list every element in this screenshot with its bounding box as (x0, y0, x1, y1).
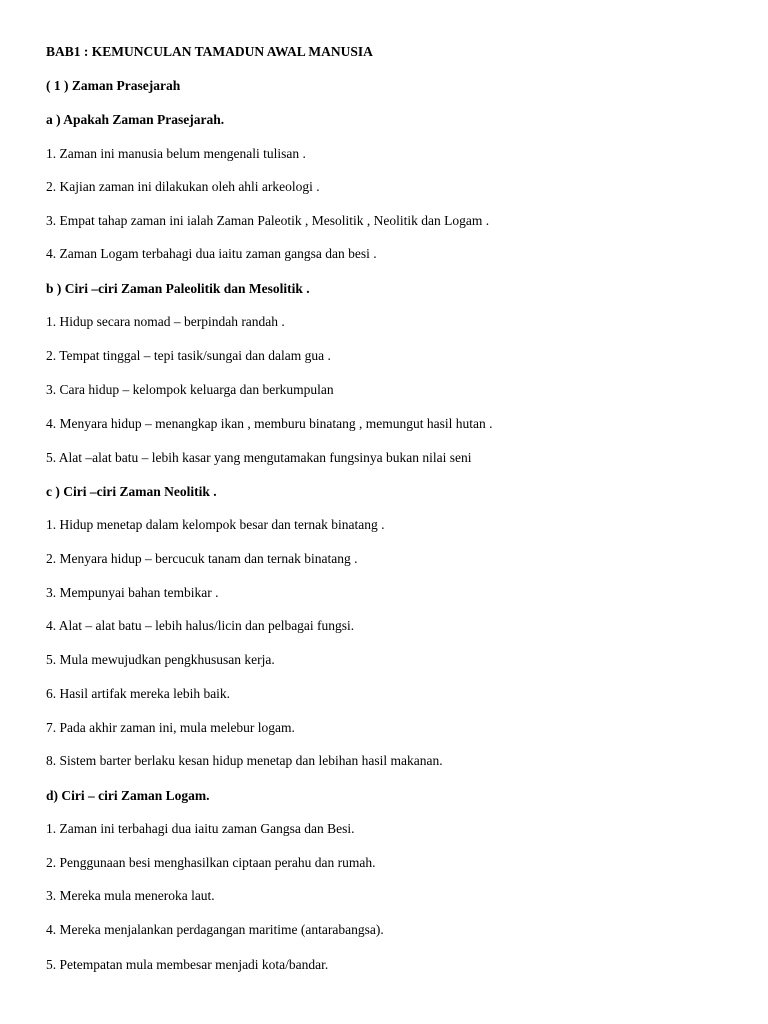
list-item: 5. Alat –alat batu – lebih kasar yang mengutamakan fungsinya bukan nilai seni (46, 450, 472, 465)
list-item: 4. Mereka menjalankan perdagangan maritime (antarabangsa). (46, 922, 384, 937)
document-title: BAB1 : KEMUNCULAN TAMADUN AWAL MANUSIA (46, 44, 373, 59)
list-item: 4. Alat – alat batu – lebih halus/licin dan pelbagai fungsi. (46, 618, 355, 633)
list-item: 3. Mempunyai bahan tembikar . (46, 585, 219, 600)
list-item: 5. Petempatan mula membesar menjadi kota/bandar. (46, 957, 329, 972)
list-item: 8. Sistem barter berlaku kesan hidup menetap dan lebihan hasil makanan. (46, 753, 443, 768)
part-heading: a ) Apakah Zaman Prasejarah. (46, 112, 225, 127)
list-item: 7. Pada akhir zaman ini, mula melebur logam. (46, 720, 295, 735)
list-item: 6. Hasil artifak mereka lebih baik. (46, 686, 231, 701)
part-heading: d) Ciri – ciri Zaman Logam. (46, 788, 210, 803)
list-item: 4. Menyara hidup – menangkap ikan , memburu binatang , memungut hasil hutan . (46, 416, 493, 431)
list-item: 1. Zaman ini terbahagi dua iaitu zaman Gangsa dan Besi. (46, 821, 355, 836)
list-item: 4. Zaman Logam terbahagi dua iaitu zaman gangsa dan besi . (46, 246, 377, 261)
list-item: 2. Penggunaan besi menghasilkan ciptaan perahu dan rumah. (46, 855, 376, 870)
part-heading: c ) Ciri –ciri Zaman Neolitik . (46, 484, 217, 499)
list-item: 3. Mereka mula meneroka laut. (46, 888, 215, 903)
section-heading: ( 1 ) Zaman Prasejarah (46, 78, 181, 93)
list-item: 5. Mula mewujudkan pengkhususan kerja. (46, 652, 275, 667)
list-item: 2. Kajian zaman ini dilakukan oleh ahli arkeologi . (46, 179, 320, 194)
list-item: 2. Tempat tinggal – tepi tasik/sungai dan dalam gua . (46, 348, 331, 363)
list-item: 2. Menyara hidup – bercucuk tanam dan ternak binatang . (46, 551, 358, 566)
list-item: 1. Hidup menetap dalam kelompok besar dan ternak binatang . (46, 517, 385, 532)
list-item: 3. Empat tahap zaman ini ialah Zaman Paleotik , Mesolitik , Neolitik dan Logam . (46, 213, 490, 228)
part-heading: b ) Ciri –ciri Zaman Paleolitik dan Mesolitik . (46, 281, 310, 296)
list-item: 1. Zaman ini manusia belum mengenali tulisan . (46, 146, 306, 161)
list-item: 3. Cara hidup – kelompok keluarga dan berkumpulan (46, 382, 334, 397)
list-item: 1. Hidup secara nomad – berpindah randah . (46, 314, 285, 329)
